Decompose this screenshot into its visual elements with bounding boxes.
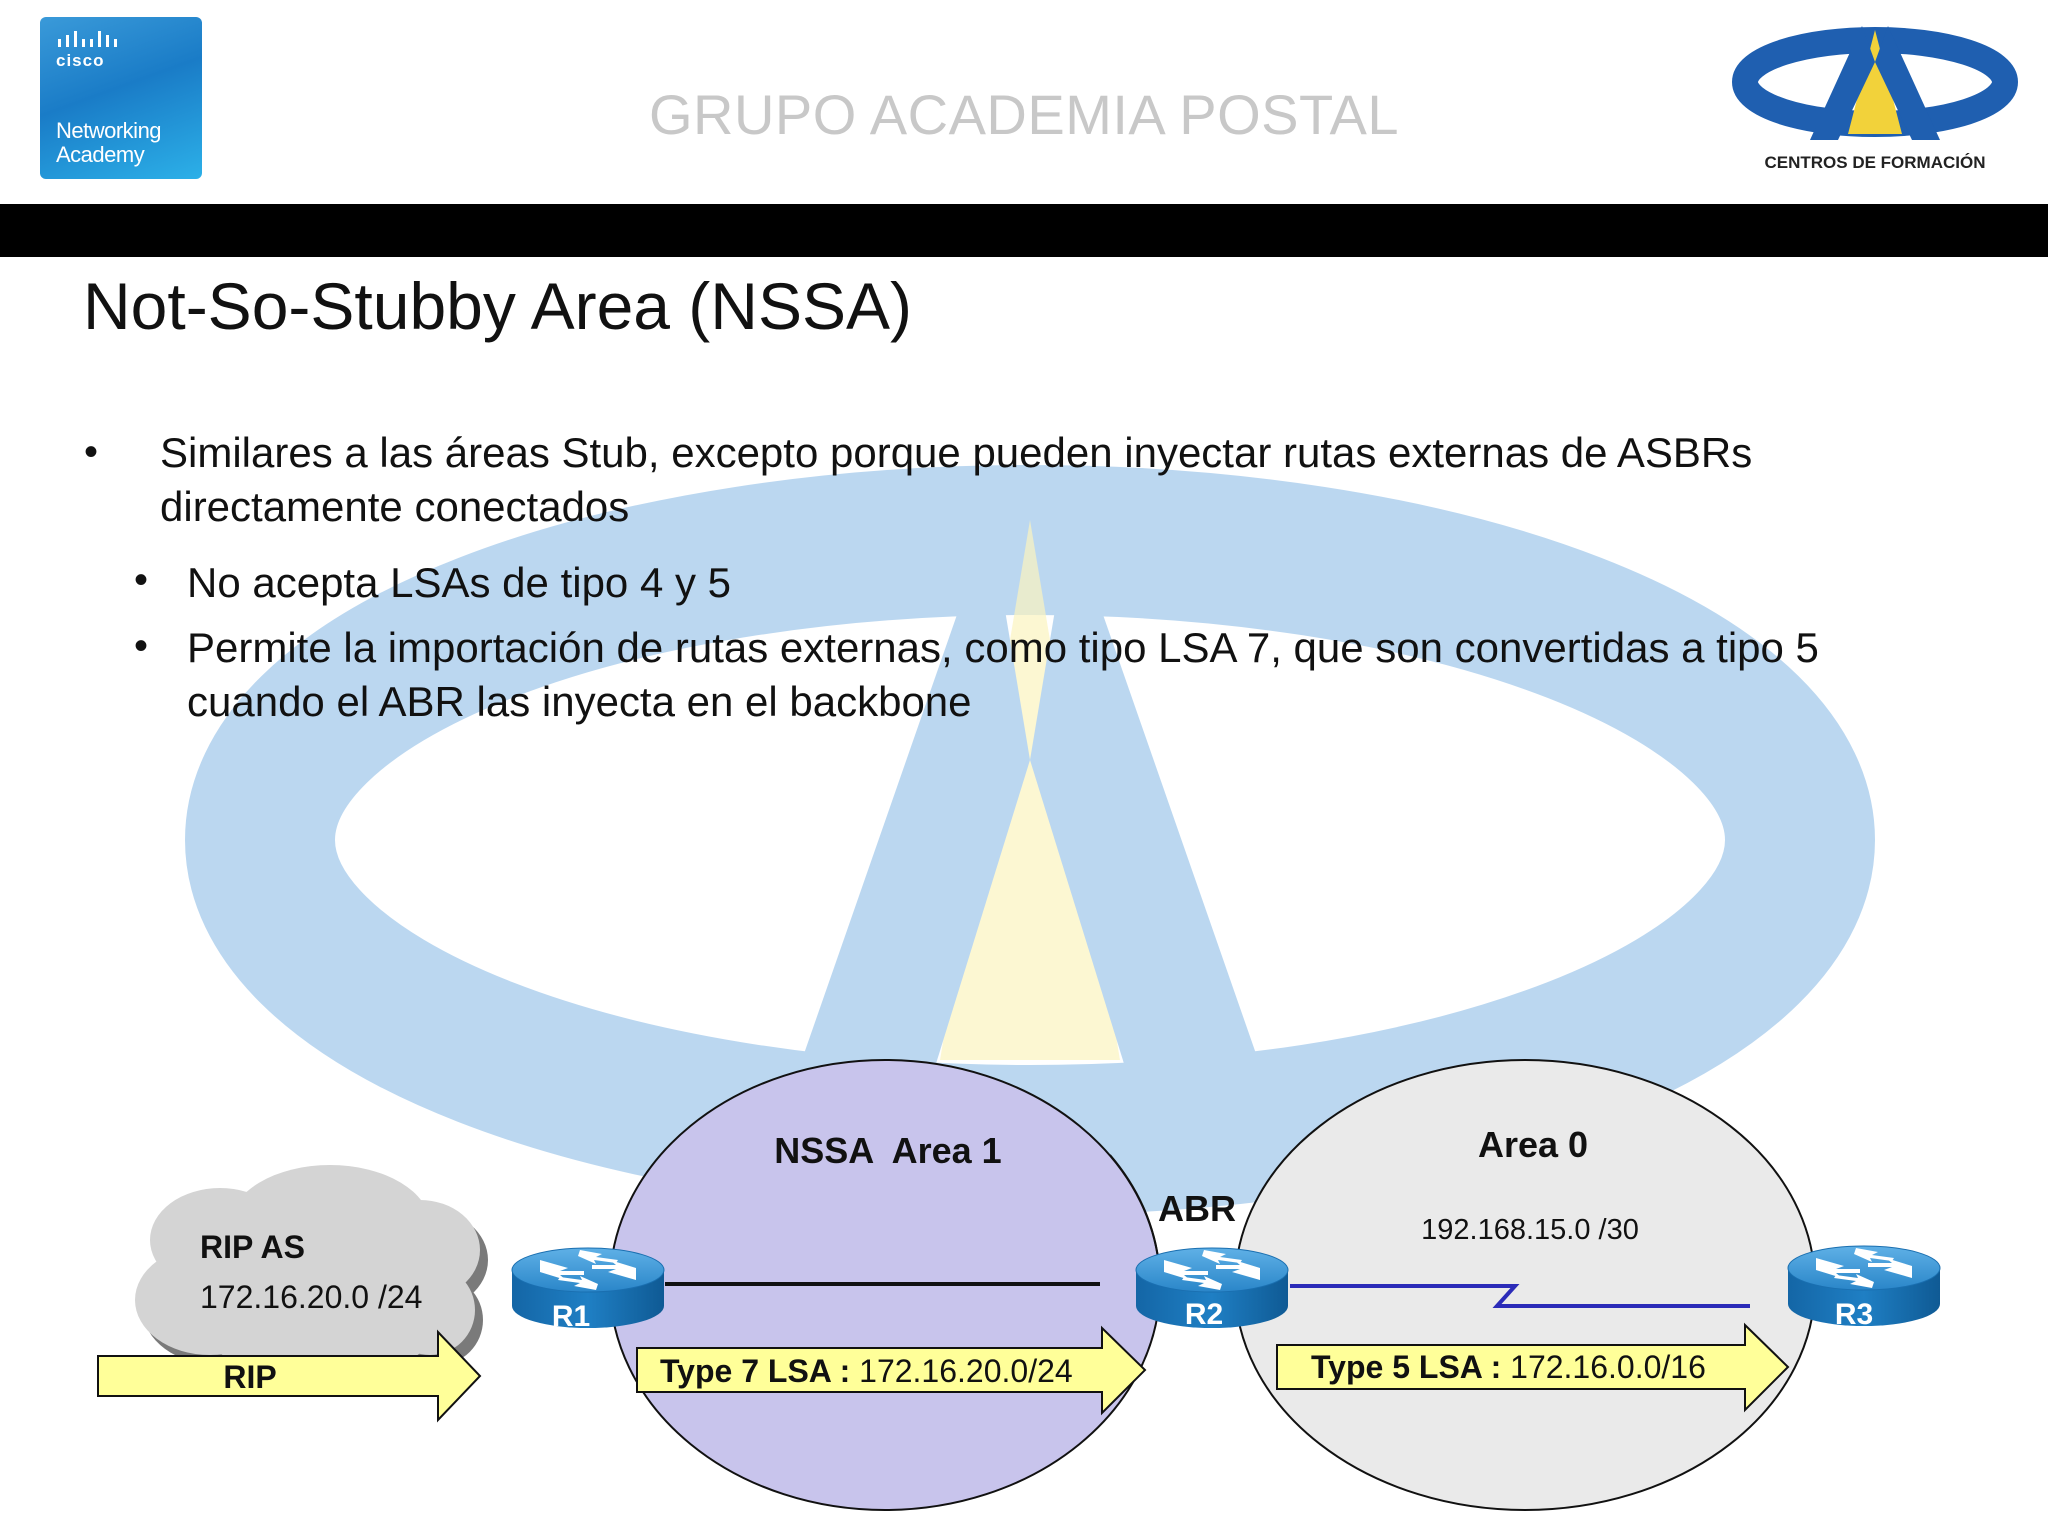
cloud-network: 172.16.20.0 /24 [200, 1279, 423, 1315]
area-0-label: Area 0 [1477, 1124, 1589, 1165]
bullet-2: No acepta LSAs de tipo 4 y 5 [187, 559, 732, 606]
svg-text:Type 5 LSA : 172.16.0.0/16 [1311, 1349, 1706, 1385]
serial-network-label: 192.168.15.0 /30 [1421, 1214, 1639, 1246]
type7-lsa-label: Type 7 LSA : [660, 1353, 851, 1389]
bullet-marker-3: • [134, 624, 149, 668]
svg-text:Type 7 LSA : 172.16.20.0/24 [660, 1353, 1073, 1389]
organization-title: GRUPO ACADEMIA POSTAL [648, 83, 1400, 146]
cisco-brand-text: cisco [56, 51, 105, 70]
bullet-marker-1: • [84, 430, 99, 474]
cisco-line2: Academy [56, 142, 145, 167]
cloud-title: RIP AS [200, 1229, 305, 1265]
abr-label: ABR [1158, 1188, 1236, 1229]
cisco-line1: Networking [56, 118, 162, 143]
router-r3-label: R3 [1834, 1298, 1874, 1331]
bullet-marker-2: • [134, 558, 149, 602]
router-r1[interactable] [512, 1248, 664, 1333]
slide-title: Not-So-Stubby Area (NSSA) [83, 269, 912, 343]
bullet-3: Permite la importación de rutas externas, como tipo LSA 7, que son convertidas a tipo 5 cuando el ABR las inyecta en el backbone [187, 624, 1819, 725]
bullet-1: Similares a las áreas Stub, excepto porque pueden inyectar rutas externas de ASBRs directamente conectados [160, 429, 1753, 530]
type5-lsa-label: Type 5 LSA : [1311, 1349, 1502, 1385]
type5-lsa-prefix: 172.16.0.0/16 [1501, 1349, 1706, 1385]
type7-lsa-prefix: 172.16.20.0/24 [850, 1353, 1073, 1389]
router-r2-label: R2 [1184, 1298, 1224, 1331]
rip-arrow-label: RIP [223, 1359, 277, 1395]
router-r2[interactable] [1136, 1248, 1288, 1331]
router-r3[interactable] [1788, 1246, 1940, 1331]
gap-caption: CENTROS DE FORMACIÓN [1764, 153, 1986, 172]
nssa-area-label: NSSA Area 1 [774, 1130, 1002, 1171]
router-r1-label: R1 [551, 1300, 591, 1333]
